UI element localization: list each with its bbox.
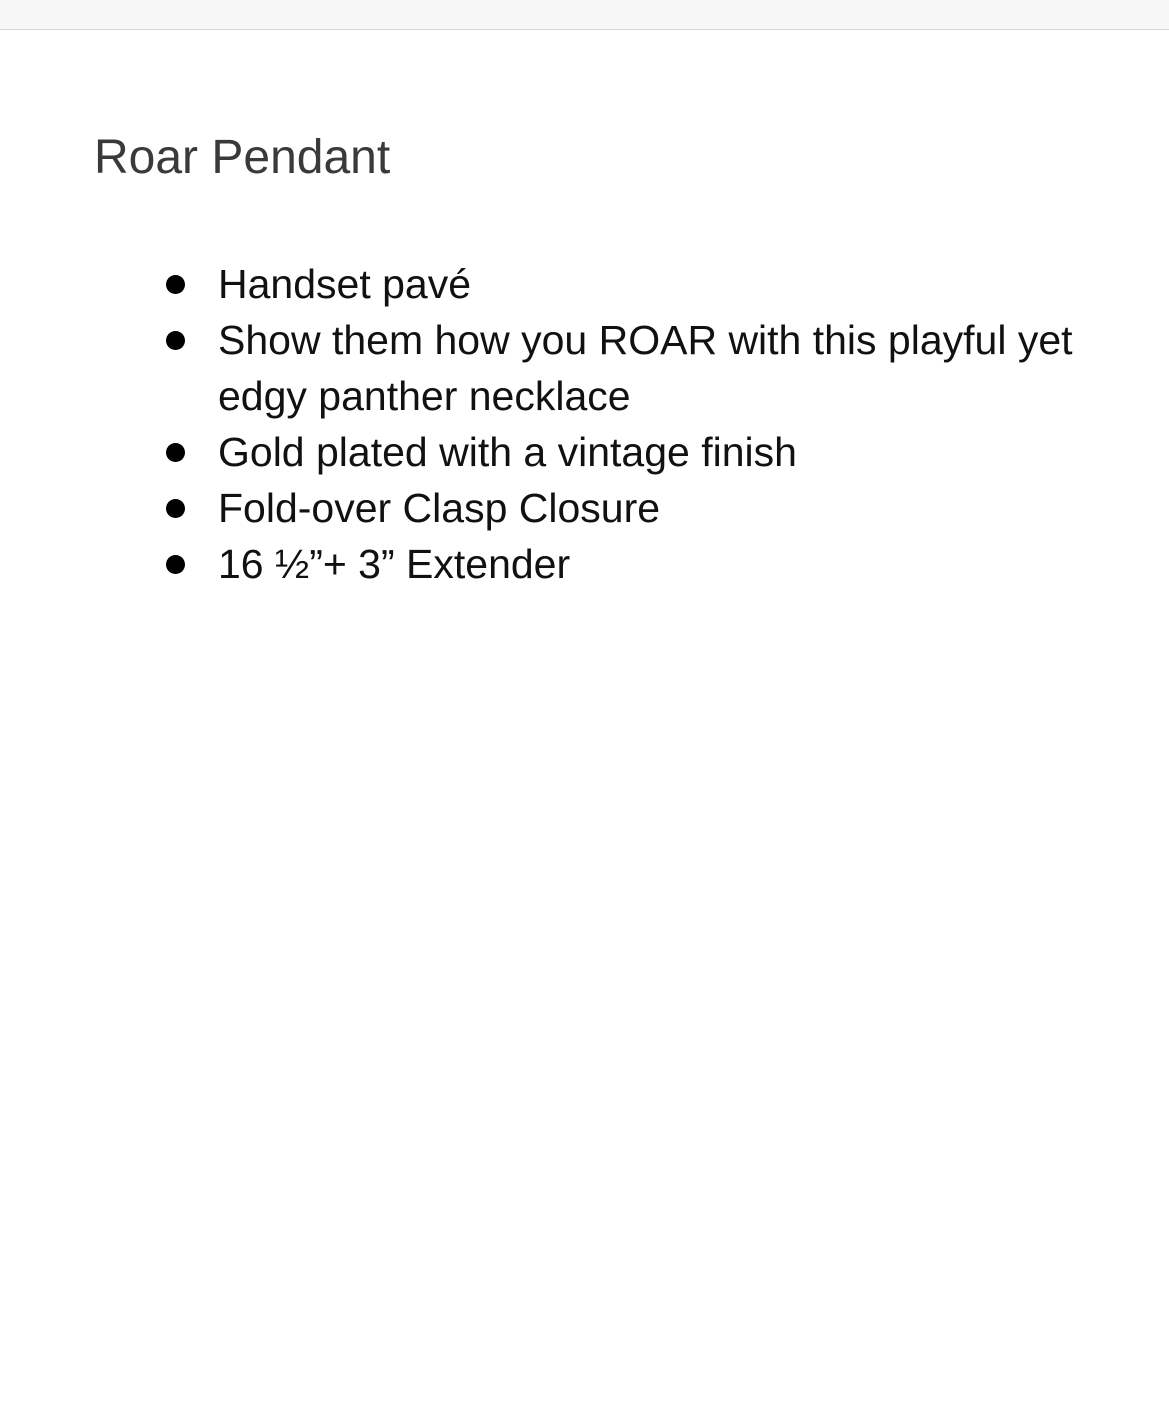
bullet-icon	[166, 555, 185, 574]
list-item-text: Show them how you ROAR with this playful yet edgy panther necklace	[218, 317, 1073, 419]
bullet-icon	[166, 275, 185, 294]
list-item-text: Fold-over Clasp Closure	[218, 485, 661, 531]
list-item-text: Handset pavé	[218, 261, 472, 307]
list-item-text: 16 ½”+ 3” Extender	[218, 541, 571, 587]
list-item-text: Gold plated with a vintage finish	[218, 429, 797, 475]
document-page	[0, 30, 1169, 1427]
bullet-icon	[166, 331, 185, 350]
list-item	[218, 424, 1098, 480]
list-item	[218, 536, 1098, 592]
top-bar	[0, 0, 1169, 30]
page-title: Roar Pendant	[94, 131, 391, 184]
list-item	[218, 256, 1098, 312]
list-item	[218, 312, 1098, 424]
bullet-icon	[166, 499, 185, 518]
list-item	[218, 480, 1098, 536]
bullet-icon	[166, 443, 185, 462]
feature-list	[218, 256, 1098, 592]
